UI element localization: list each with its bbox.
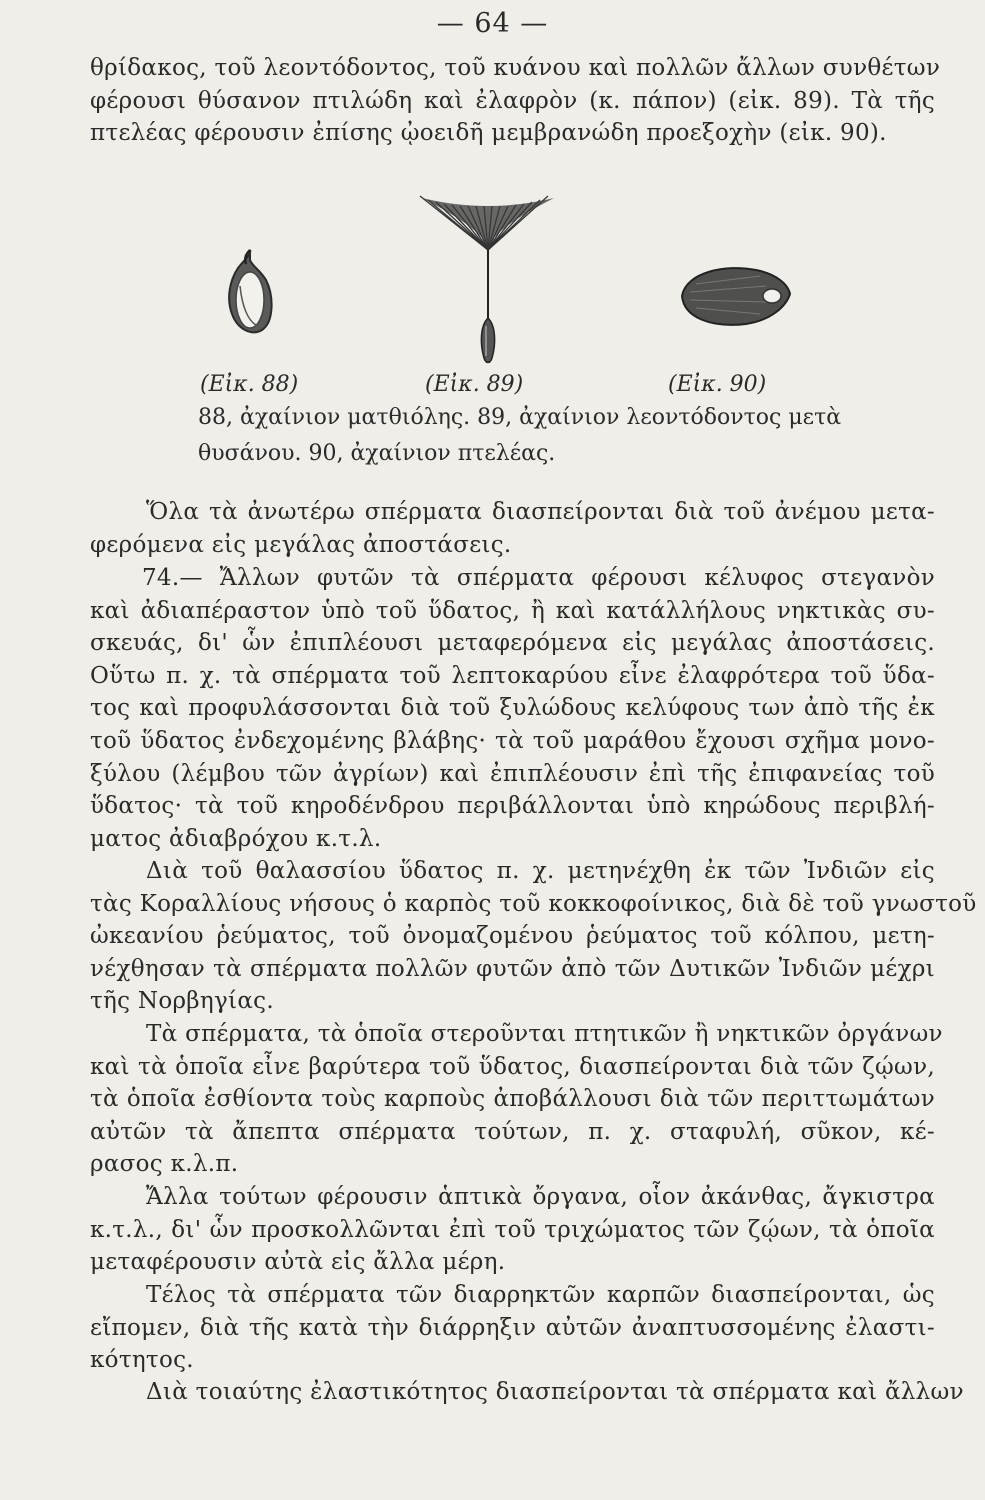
text-line: Ἄλλα τούτων φέρουσιν ἁπτικὰ ὄργανα, οἷον ἀκάνθας, ἄγκιστρα (146, 1184, 935, 1210)
text-line: ὠκεανίου ῥεύματος, τοῦ ὀνομαζομένου ῥεύματος τοῦ κόλπου, μετη- (90, 923, 935, 950)
text-line: τὰς Κοραλλίους νήσους ὁ καρπὸς τοῦ κοκκοφοίνικος, διὰ δὲ τοῦ γνωστοῦ (90, 890, 977, 917)
paragraph-sea-dispersal (90, 855, 977, 1018)
paragraph-hooks (90, 1181, 935, 1279)
text-line: κότητος. (90, 1347, 194, 1374)
text-line: τοῦ ὕδατος ἐνδεχομένης βλάβης· τὰ τοῦ μαράθου ἔχουσι σχῆμα μονο- (90, 727, 935, 754)
text-line: ρασος κ.λ.π. (90, 1151, 239, 1178)
caption-line: θυσάνου. 90, ἀχαίνιον πτελέας. (198, 441, 556, 466)
text-line: ματος ἀδιαβρόχου κ.τ.λ. (90, 825, 382, 852)
text-line: 74.— Ἄλλων φυτῶν τὰ σπέρματα φέρουσι κέλυφος στεγανὸν (142, 565, 935, 591)
paragraph-animal-dispersal (90, 1018, 943, 1181)
text-line: καὶ τὰ ὁποῖα εἶνε βαρύτερα τοῦ ὕδατος, διασπείρονται διὰ τῶν ζῴων, (90, 1053, 935, 1080)
text-line: πτελέας φέρουσιν ἐπίσης ᾠοειδῆ μεμβρανώδη προεξοχὴν (εἰκ. 90). (90, 120, 887, 147)
caption-line: 88, ἀχαίνιον ματθιόλης. 89, ἀχαίνιον λεοντόδοντος μετὰ (198, 405, 842, 430)
text-line: μεταφέρουσιν αὐτὰ εἰς ἄλλα μέρη. (90, 1249, 506, 1276)
intro-paragraph (90, 52, 941, 150)
text-line: εἴπομεν, διὰ τῆς κατὰ τὴν διάρρηξιν αὐτῶν ἀναπτυσσομένης ἐλαστι- (90, 1314, 935, 1341)
text-line: θρίδακος, τοῦ λεοντόδοντος, τοῦ κυάνου καὶ πολλῶν ἄλλων συνθέτων (90, 55, 941, 81)
paragraph-wind-dispersal (90, 496, 935, 561)
figure-88-illustration (222, 246, 282, 338)
figure-label-90: (Εἰκ. 90) (668, 372, 767, 397)
text-line: ὕδατος· τὰ τοῦ κηροδένδρου περιβάλλονται ὑπὸ κηρώδους περιβλή- (90, 793, 935, 820)
figure-90-illustration (676, 262, 796, 330)
paragraph-section-74 (90, 562, 935, 855)
text-line: Τὰ σπέρματα, τὰ ὁποῖα στεροῦνται πτητικῶν ἢ νηκτικῶν ὀργάνων (146, 1021, 943, 1047)
page-number: — 64 — (436, 8, 549, 39)
text-line: Τέλος τὰ σπέρματα τῶν διαρρηκτῶν καρπῶν διασπείρονται, ὡς (146, 1282, 935, 1308)
figure-caption (198, 400, 842, 472)
text-line: τος καὶ προφυλάσσονται διὰ τοῦ ξυλώδους κελύφους των ἀπὸ τῆς ἐκ (90, 695, 935, 722)
text-line: τὰ ὁποῖα ἐσθίοντα τοὺς καρποὺς ἀποβάλλουσι διὰ τῶν περιττωμάτων (90, 1086, 935, 1113)
paragraph-final (90, 1376, 964, 1409)
text-line: φερόμενα εἰς μεγάλας ἀποστάσεις. (90, 531, 512, 558)
text-line: αὐτῶν τὰ ἄπεπτα σπέρματα τούτων, π. χ. σταφυλή, σῦκον, κέ- (90, 1118, 935, 1145)
text-line: Οὕτω π. χ. τὰ σπέρματα τοῦ λεπτοκαρύου εἶνε ἐλαφρότερα τοῦ ὕδα- (90, 662, 935, 689)
figure-label-88: (Εἰκ. 88) (200, 372, 299, 397)
paragraph-elasticity (90, 1279, 935, 1377)
text-line: σκευάς, δι' ὧν ἐπιπλέουσι μεταφερόμενα εἰς μεγάλας ἀποστάσεις. (90, 630, 935, 657)
figure-89-illustration (418, 192, 558, 368)
text-line: φέρουσι θύσανον πτιλώδη καὶ ἐλαφρὸν (κ. πάπον) (εἰκ. 89). Τὰ τῆς (90, 87, 935, 114)
text-line: ξύλου (λέμβου τῶν ἀγρίων) καὶ ἐπιπλέουσιν ἐπὶ τῆς ἐπιφανείας τοῦ (90, 760, 935, 787)
text-line: καὶ ἀδιαπέραστον ὑπὸ τοῦ ὕδατος, ἢ καὶ κατάλλήλους νηκτικὰς συ- (90, 597, 935, 624)
text-line: κ.τ.λ., δι' ὧν προσκολλῶνται ἐπὶ τοῦ τριχώματος τῶν ζῴων, τὰ ὁποῖα (90, 1216, 935, 1243)
figure-label-89: (Εἰκ. 89) (425, 372, 524, 397)
text-line: Διὰ τοῦ θαλασσίου ὕδατος π. χ. μετηνέχθη ἐκ τῶν Ἰνδιῶν εἰς (146, 858, 935, 884)
text-line: τῆς Νορβηγίας. (90, 988, 274, 1015)
text-line: νέχθησαν τὰ σπέρματα πολλῶν φυτῶν ἀπὸ τῶν Δυτικῶν Ἰνδιῶν μέχρι (90, 955, 935, 982)
text-line: Διὰ τοιαύτης ἐλαστικότητος διασπείρονται τὰ σπέρματα καὶ ἄλλων (146, 1379, 964, 1405)
text-line: Ὅλα τὰ ἀνωτέρω σπέρματα διασπείρονται διὰ τοῦ ἀνέμου μετα- (146, 499, 935, 525)
